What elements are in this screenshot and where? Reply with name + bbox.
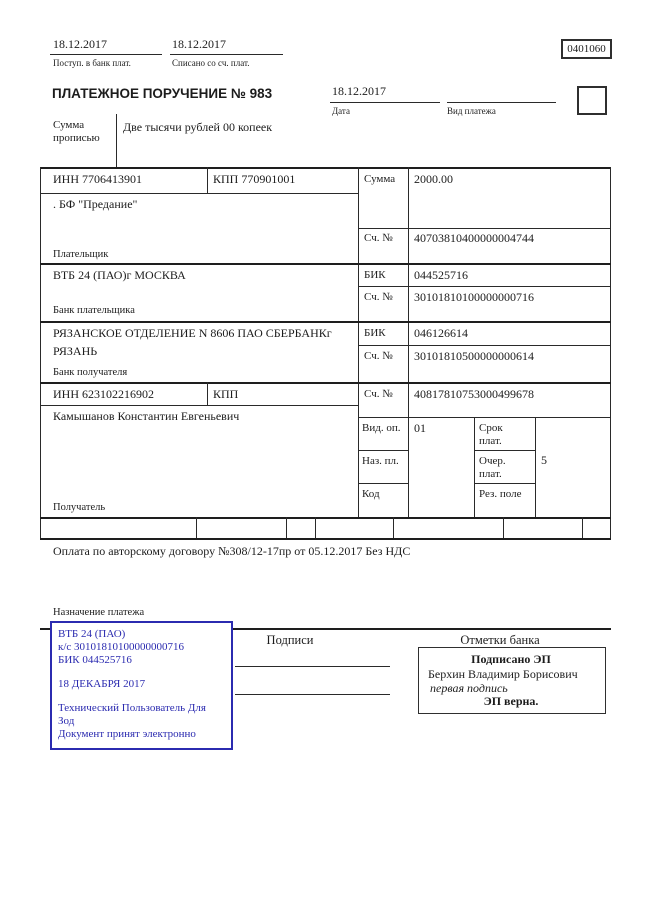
amount-words-label: Сумма прописью [53, 119, 100, 144]
table-border [196, 517, 197, 539]
signature-line [235, 694, 390, 695]
priority-value: 5 [541, 453, 547, 467]
purpose-code-label: Наз. пл. [362, 455, 399, 467]
table-border [358, 228, 611, 229]
payer-name: . БФ "Предание" [53, 197, 138, 211]
table-border [393, 517, 394, 539]
stamp-user-line2: Зод [58, 715, 75, 727]
payee-account-label: Сч. № [364, 388, 393, 400]
op-type-label: Вид. оп. [362, 422, 401, 434]
esignature-subtitle: первая подпись [430, 681, 508, 695]
table-border [40, 382, 611, 384]
table-border [474, 417, 475, 518]
debited-date: 18.12.2017 [172, 37, 226, 51]
table-border [358, 167, 359, 518]
table-border [315, 517, 316, 539]
stamp-accepted: Документ принят электронно [58, 728, 196, 740]
bank-acceptance-stamp [50, 621, 233, 750]
purpose-text: Оплата по авторскому договору №308/12-17пр от 05.12.2017 Без НДС [53, 544, 411, 558]
payer-section-label: Плательщик [53, 249, 109, 260]
payee-account: 40817810753000499678 [414, 387, 534, 401]
table-border [358, 286, 611, 287]
esignature-name: Берхин Владимир Борисович [428, 667, 578, 681]
payee-kpp-label: КПП [213, 387, 239, 401]
table-border [474, 450, 535, 451]
table-border [40, 517, 611, 519]
payee-bank-account: 30101810500000000614 [414, 349, 534, 363]
table-border [358, 345, 611, 346]
form-code: 0401060 [567, 43, 606, 55]
doc-date: 18.12.2017 [332, 84, 386, 98]
payer-kpp: КПП 770901001 [213, 172, 296, 186]
payer-account: 40703810400000004744 [414, 231, 534, 245]
received-date: 18.12.2017 [53, 37, 107, 51]
pay-term-label: Срок плат. [479, 422, 503, 447]
form-code-box [561, 39, 612, 59]
payer-inn: ИНН 7706413901 [53, 172, 142, 186]
amount-words-value: Две тысячи рублей 00 копеек [123, 120, 273, 134]
debited-date-label: Списано со сч. плат. [172, 58, 250, 68]
table-border [474, 483, 535, 484]
table-border [40, 321, 611, 323]
table-border [582, 517, 583, 539]
signatures-label: Подписи [266, 633, 314, 647]
table-border [286, 517, 287, 539]
payer-bank-section-label: Банк плательщика [53, 305, 135, 316]
stamp-bank-name: ВТБ 24 (ПАО) [58, 628, 126, 640]
payee-bank-account-label: Сч. № [364, 350, 393, 362]
esignature-footer: ЭП верна. [483, 694, 539, 708]
payer-account-label: Сч. № [364, 232, 393, 244]
payee-bank-bik: 046126614 [414, 326, 468, 340]
amount-value: 2000.00 [414, 172, 453, 186]
reserve-field-label: Рез. поле [479, 488, 522, 500]
received-date-label: Поступ. в банк плат. [53, 58, 131, 68]
payee-name: Камышанов Константин Евгеньевич [53, 409, 240, 423]
payee-inn: ИНН 623102216902 [53, 387, 154, 401]
priority-label: Очер. плат. [479, 455, 506, 480]
payer-bank-account-label: Сч. № [364, 291, 393, 303]
stamp-date: 18 ДЕКАБРЯ 2017 [58, 678, 146, 690]
payer-bank-bik: 044525716 [414, 268, 468, 282]
stamp-corr-account: к/с 30101810100000000716 [58, 641, 185, 653]
table-border [503, 517, 504, 539]
table-border [40, 263, 611, 265]
payer-bank-bik-label: БИК [364, 269, 386, 281]
table-border [40, 193, 358, 194]
table-border [40, 538, 611, 540]
table-border [610, 167, 611, 539]
code-label: Код [362, 488, 380, 500]
doc-date-label: Дата [332, 106, 350, 116]
table-border [358, 450, 408, 451]
table-border [358, 417, 611, 418]
payment-type-label: Вид платежа [447, 106, 496, 116]
payee-bank-name-line2: РЯЗАНЬ [53, 344, 98, 358]
purpose-section-label: Назначение платежа [53, 607, 145, 618]
op-type-value: 01 [414, 421, 426, 435]
amount-words-divider [116, 114, 117, 168]
table-border [535, 417, 536, 518]
esignature-stamp [418, 647, 606, 714]
esignature-title: Подписано ЭП [471, 652, 551, 666]
table-border [207, 167, 208, 194]
payee-section-label: Получатель [53, 502, 106, 513]
payer-bank-name: ВТБ 24 (ПАО)г МОСКВА [53, 268, 186, 282]
amount-label: Сумма [364, 173, 396, 185]
table-border [408, 167, 409, 518]
stamp-user-line1: Технический Пользователь Для [58, 702, 206, 714]
debited-date-underline [170, 54, 283, 55]
doc-title: ПЛАТЕЖНОЕ ПОРУЧЕНИЕ № 983 [52, 86, 273, 101]
payee-bank-section-label: Банк получателя [53, 367, 128, 378]
table-border [358, 483, 408, 484]
doc-date-underline [330, 102, 440, 103]
stamp-bik: БИК 044525716 [58, 654, 132, 666]
payment-type-checkbox [577, 86, 607, 115]
bank-marks-label: Отметки банка [460, 633, 540, 647]
table-border [40, 167, 41, 539]
received-date-underline [50, 54, 162, 55]
payment-type-underline [447, 102, 556, 103]
payee-bank-bik-label: БИК [364, 327, 386, 339]
table-border [40, 167, 611, 169]
payer-bank-account: 30101810100000000716 [414, 290, 534, 304]
payee-bank-name-line1: РЯЗАНСКОЕ ОТДЕЛЕНИЕ N 8606 ПАО СБЕРБАНКг [53, 326, 332, 340]
signature-line [235, 666, 390, 667]
table-border [40, 405, 358, 406]
table-border [207, 382, 208, 406]
